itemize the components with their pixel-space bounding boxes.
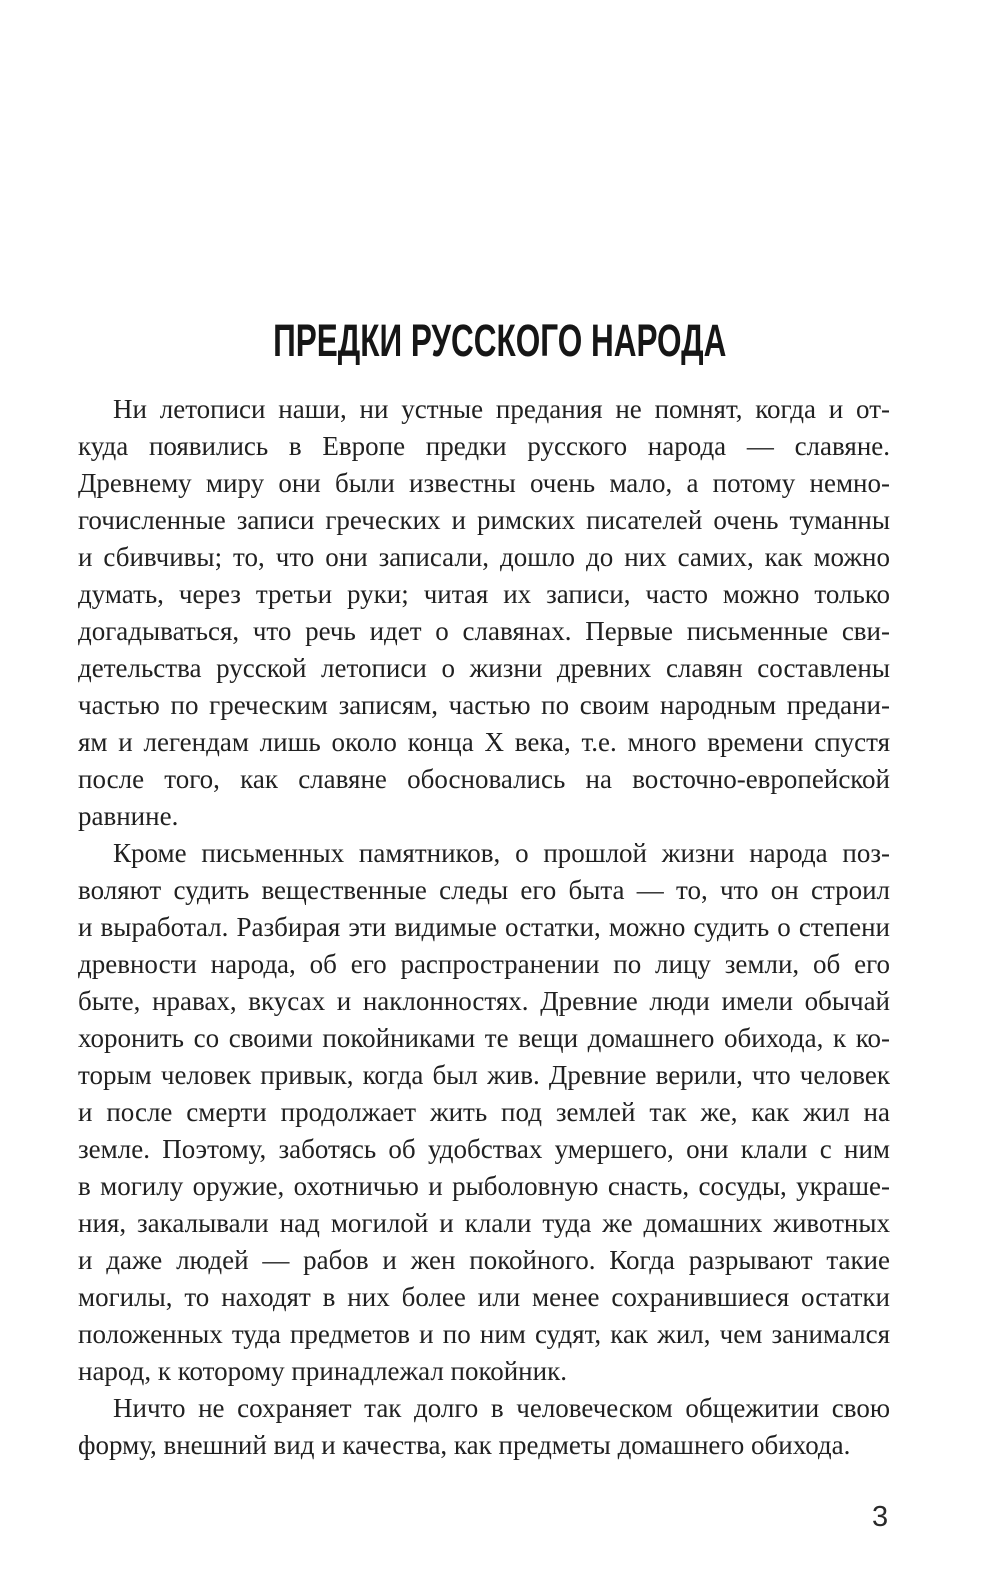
text-line: после того, как славяне обосновались на восточно-европейской	[78, 764, 890, 794]
text-line: ям и легендам лишь около конца X века, т.е. много времени спустя	[78, 727, 890, 757]
text-line: торым человек привык, когда был жив. Древние верили, что человек	[78, 1060, 890, 1090]
text-line: положенных туда предметов и по ним судят, как жил, чем занимался	[78, 1319, 890, 1349]
text-line: земле. Поэтому, заботясь об удобствах умершего, они клали с ним	[78, 1134, 890, 1164]
text-line: детельства русской летописи о жизни древних славян составлены	[78, 653, 890, 683]
text-line: хоронить со своими покойниками те вещи домашнего обихода, к ко-	[78, 1023, 890, 1053]
text-line: куда появились в Европе предки русского народа — славяне.	[78, 431, 890, 461]
text-line: думать, через третьи руки; читая их записи, часто можно только	[78, 579, 890, 609]
body-text	[78, 391, 890, 1464]
text-line: народ, к которому принадлежал покойник.	[78, 1356, 567, 1386]
text-line: и сбивчивы; то, что они записали, дошло до них самих, как можно	[78, 542, 890, 572]
text-line: Ни летописи наши, ни устные предания не помнят, когда и от-	[113, 394, 890, 424]
text-line: и выработал. Разбирая эти видимые остатки, можно судить о степени	[78, 912, 890, 942]
text-line: частью по греческим записям, частью по своим народным предани-	[78, 690, 890, 720]
text-line: равнине.	[78, 801, 179, 831]
text-line: в могилу оружие, охотничью и рыболовную снасть, сосуды, украше-	[78, 1171, 890, 1201]
text-line: и даже людей — рабов и жен покойного. Когда разрывают такие	[78, 1245, 890, 1275]
text-line: ния, закалывали над могилой и клали туда же домашних животных	[78, 1208, 890, 1238]
page-number: 3	[872, 1501, 889, 1533]
text-line: догадываться, что речь идет о славянах. Первые письменные сви-	[78, 616, 890, 646]
text-line: могилы, то находят в них более или менее сохранившиеся остатки	[78, 1282, 890, 1312]
text-line: древности народа, об его распространении по лицу земли, об его	[78, 949, 890, 979]
text-line: Древнему миру они были известны очень мало, а потому немно-	[78, 468, 890, 498]
text-line: Кроме письменных памятников, о прошлой жизни народа поз-	[113, 838, 890, 868]
text-line: гочисленные записи греческих и римских писателей очень туманны	[78, 505, 890, 535]
text-line: и после смерти продолжает жить под землей так же, как жил на	[78, 1097, 890, 1127]
text-line: воляют судить вещественные следы его быта — то, что он строил	[78, 875, 890, 905]
text-line: быте, нравах, вкусах и наклонностях. Древние люди имели обычай	[78, 986, 890, 1016]
chapter-title: ПРЕДКИ РУССКОГО НАРОДА	[273, 315, 727, 366]
text-line: форму, внешний вид и качества, как предметы домашнего обихода.	[78, 1430, 851, 1460]
text-line: Ничто не сохраняет так долго в человеческом общежитии свою	[113, 1393, 890, 1423]
chapter-title-row	[0, 315, 1000, 366]
